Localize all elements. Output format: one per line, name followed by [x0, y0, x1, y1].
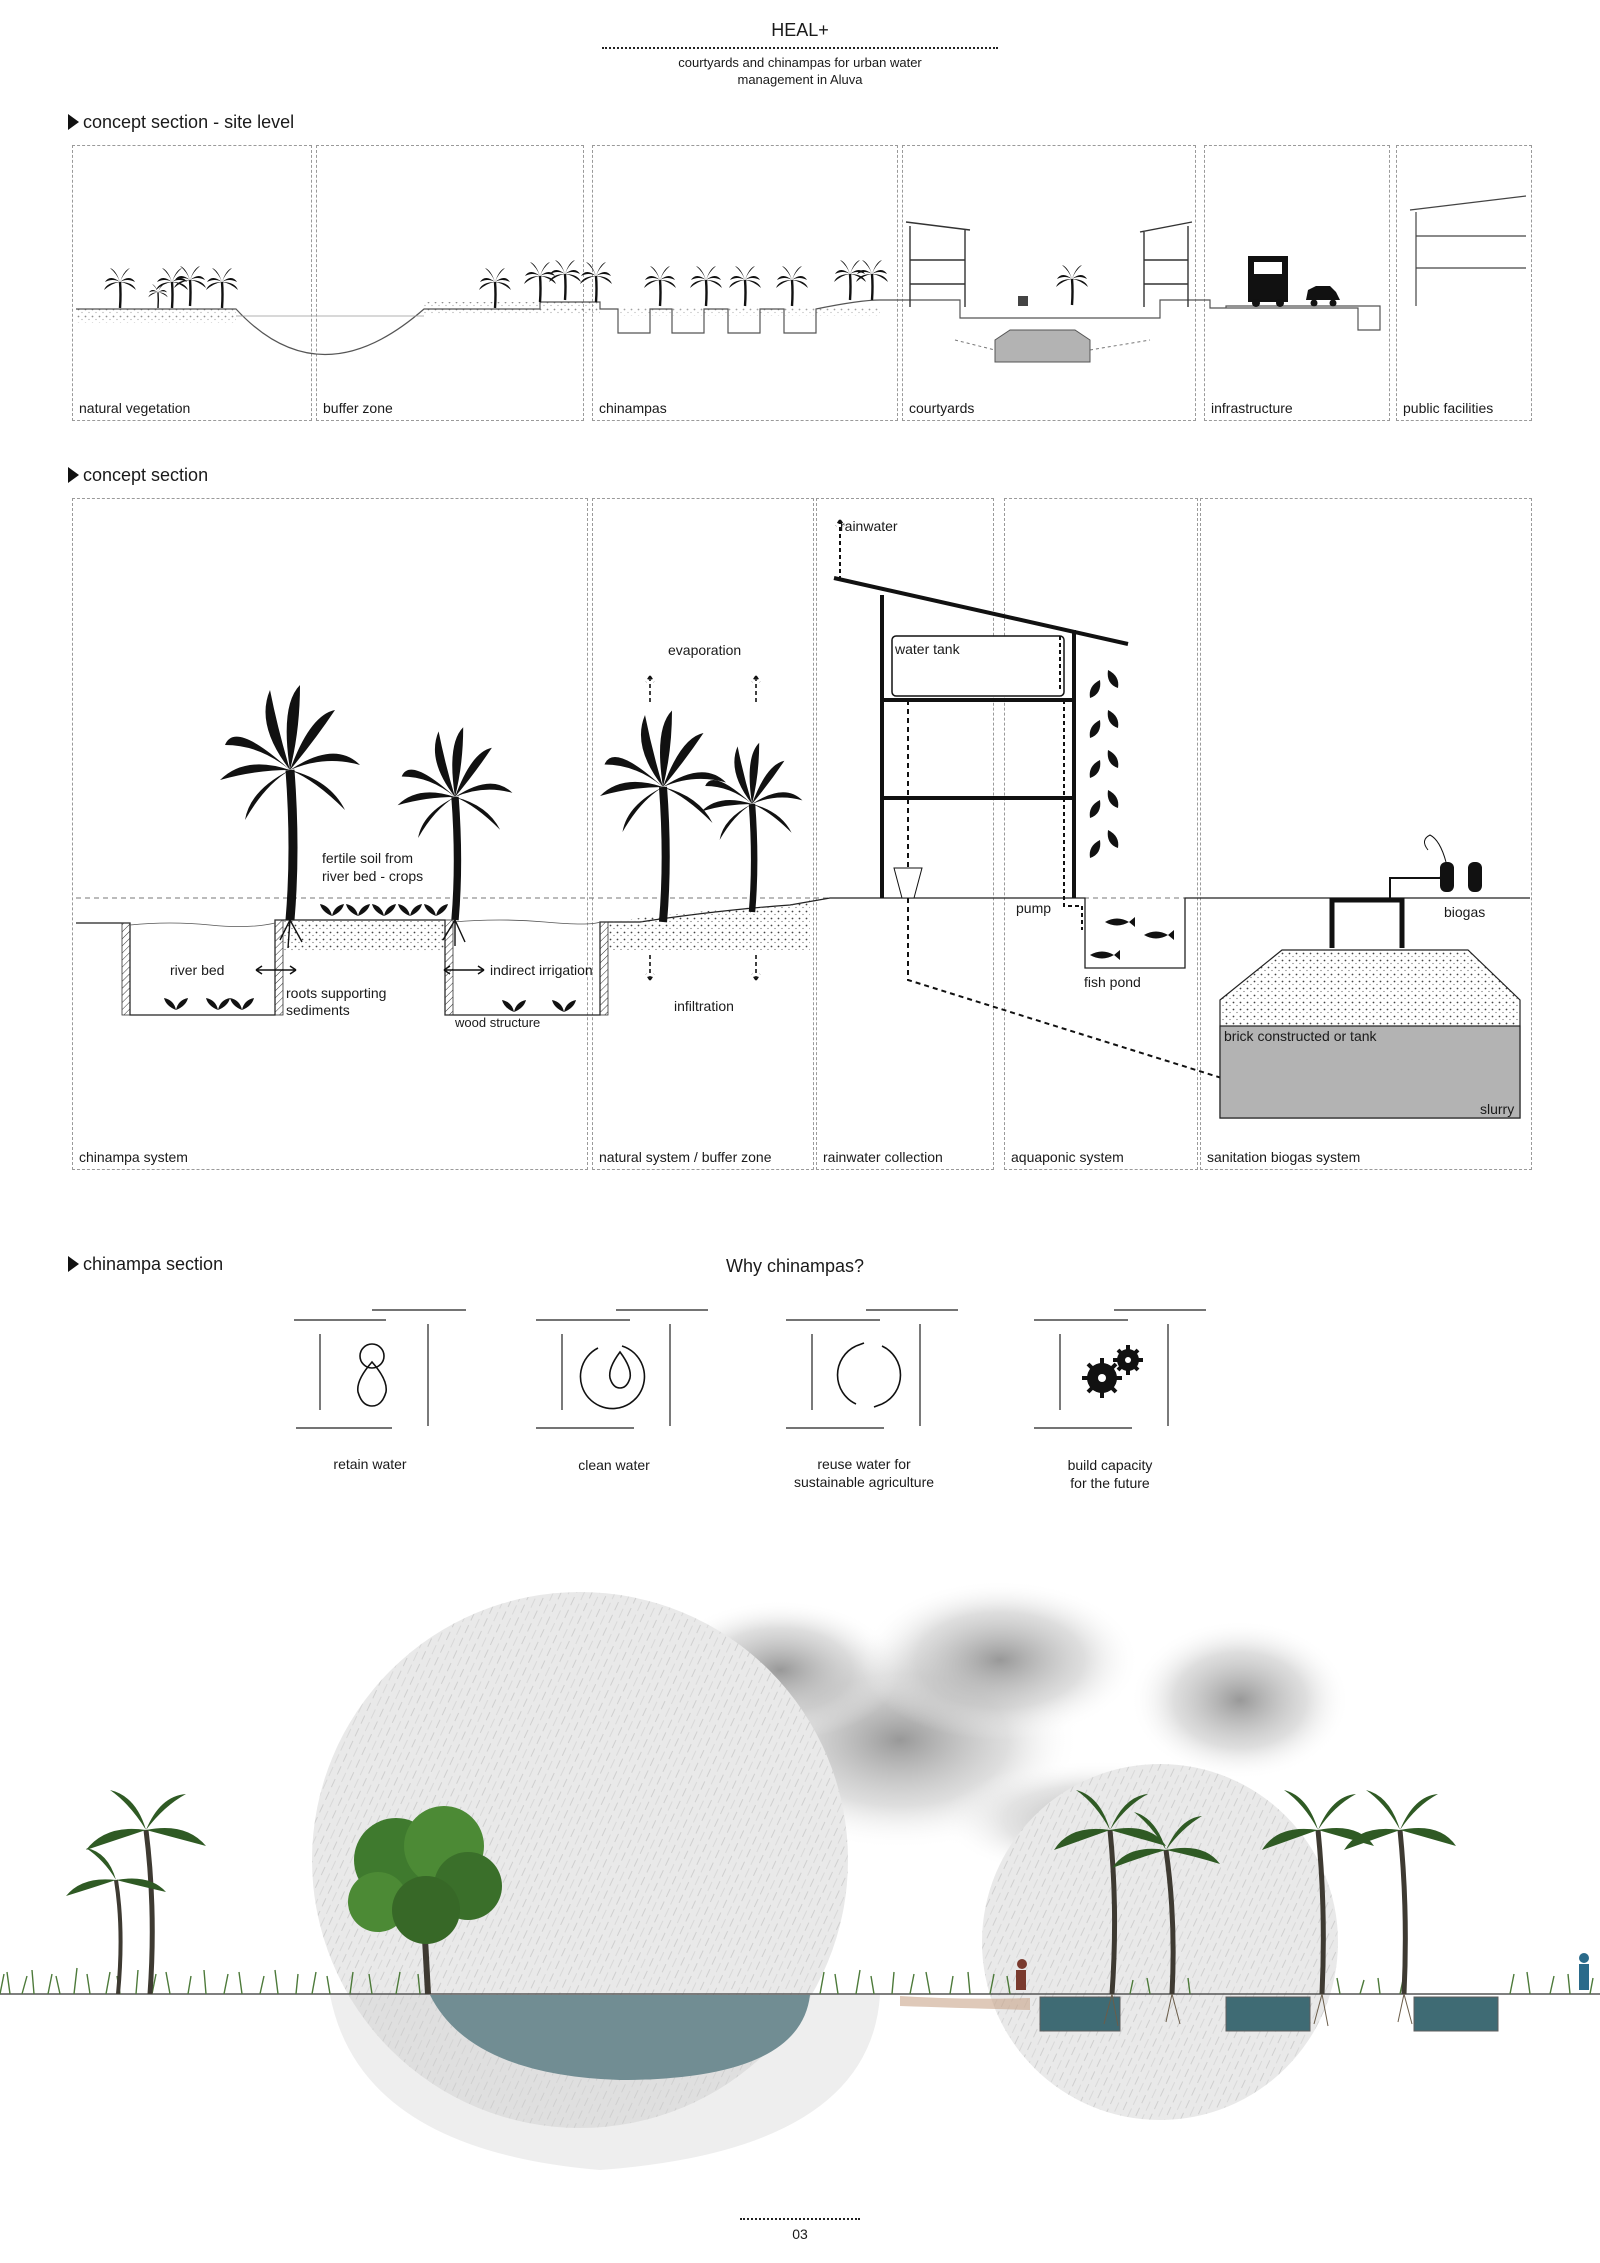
label-rainwater: rainwater: [840, 518, 898, 534]
site-panel-label: public facilities: [1403, 400, 1494, 416]
concept-panel-label: chinampa system: [79, 1149, 188, 1165]
site-panel-label: courtyards: [909, 400, 975, 416]
label-fertile-soil-2: river bed - crops: [322, 868, 424, 884]
label-fertile-soil-1: fertile soil from: [322, 850, 414, 866]
benefit-label-capacity-1: build capacity: [1067, 1457, 1153, 1473]
site-section-heading-text: concept section - site level: [83, 112, 295, 132]
label-wood-structure: wood structure: [455, 1015, 541, 1030]
label-water-tank: water tank: [895, 641, 960, 657]
site-panel-label: natural vegetation: [79, 400, 191, 416]
concept-panel-label: natural system / buffer zone: [599, 1149, 772, 1165]
page-title: HEAL+: [771, 20, 829, 40]
label-river-bed: river bed: [170, 962, 225, 978]
person-figure: [1579, 1953, 1589, 1990]
label-brick-tank: brick constructed or tank: [1224, 1028, 1377, 1044]
palm-tree: [116, 1830, 152, 1994]
site-panel-label: buffer zone: [323, 400, 393, 416]
label-fish-pond: fish pond: [1084, 974, 1141, 990]
concept-panel-label: aquaponic system: [1011, 1149, 1124, 1165]
label-evaporation: evaporation: [668, 642, 742, 658]
subtitle-line-1: courtyards and chinampas for urban water: [678, 55, 922, 70]
farmer-figure: [1016, 1959, 1027, 1990]
why-chinampas-title: Why chinampas?: [726, 1256, 865, 1276]
water-drop-icon: [358, 1344, 386, 1406]
benefit-label-reuse-2: sustainable agriculture: [793, 1474, 935, 1490]
concept-section-heading-text: concept section: [83, 465, 209, 485]
label-roots-2: sediments: [286, 1002, 350, 1018]
label-roots-1: roots supporting: [286, 985, 387, 1001]
concept-panel-label: sanitation biogas system: [1207, 1149, 1361, 1165]
subtitle-line-2: management in Aluva: [737, 72, 863, 87]
site-panel-label: chinampas: [599, 400, 667, 416]
chinampa-section-heading-text: chinampa section: [83, 1254, 224, 1274]
footer-dotted-rule: [740, 2218, 860, 2220]
page-number: 03: [792, 2226, 808, 2242]
label-indirect-irrigation: indirect irrigation: [490, 962, 593, 978]
reuse-cycle-icon: [838, 1343, 901, 1407]
site-panel-label: infrastructure: [1211, 400, 1293, 416]
benefit-label-capacity-2: for the future: [1070, 1475, 1150, 1491]
concept-panel-label: rainwater collection: [823, 1149, 943, 1165]
chinampa-illustration: [0, 1530, 1600, 2220]
label-infiltration: infiltration: [674, 998, 734, 1014]
label-slurry: slurry: [1480, 1101, 1515, 1117]
clean-water-cycle-icon: [580, 1346, 644, 1409]
section-circle-right: [982, 1764, 1338, 2120]
benefit-label-retain-water: retain water: [333, 1456, 407, 1472]
label-biogas: biogas: [1444, 904, 1486, 920]
benefit-label-reuse-1: reuse water for: [817, 1456, 911, 1472]
benefit-label-clean-water: clean water: [578, 1457, 650, 1473]
label-pump: pump: [1016, 900, 1052, 916]
gears-icon: [1082, 1345, 1143, 1398]
